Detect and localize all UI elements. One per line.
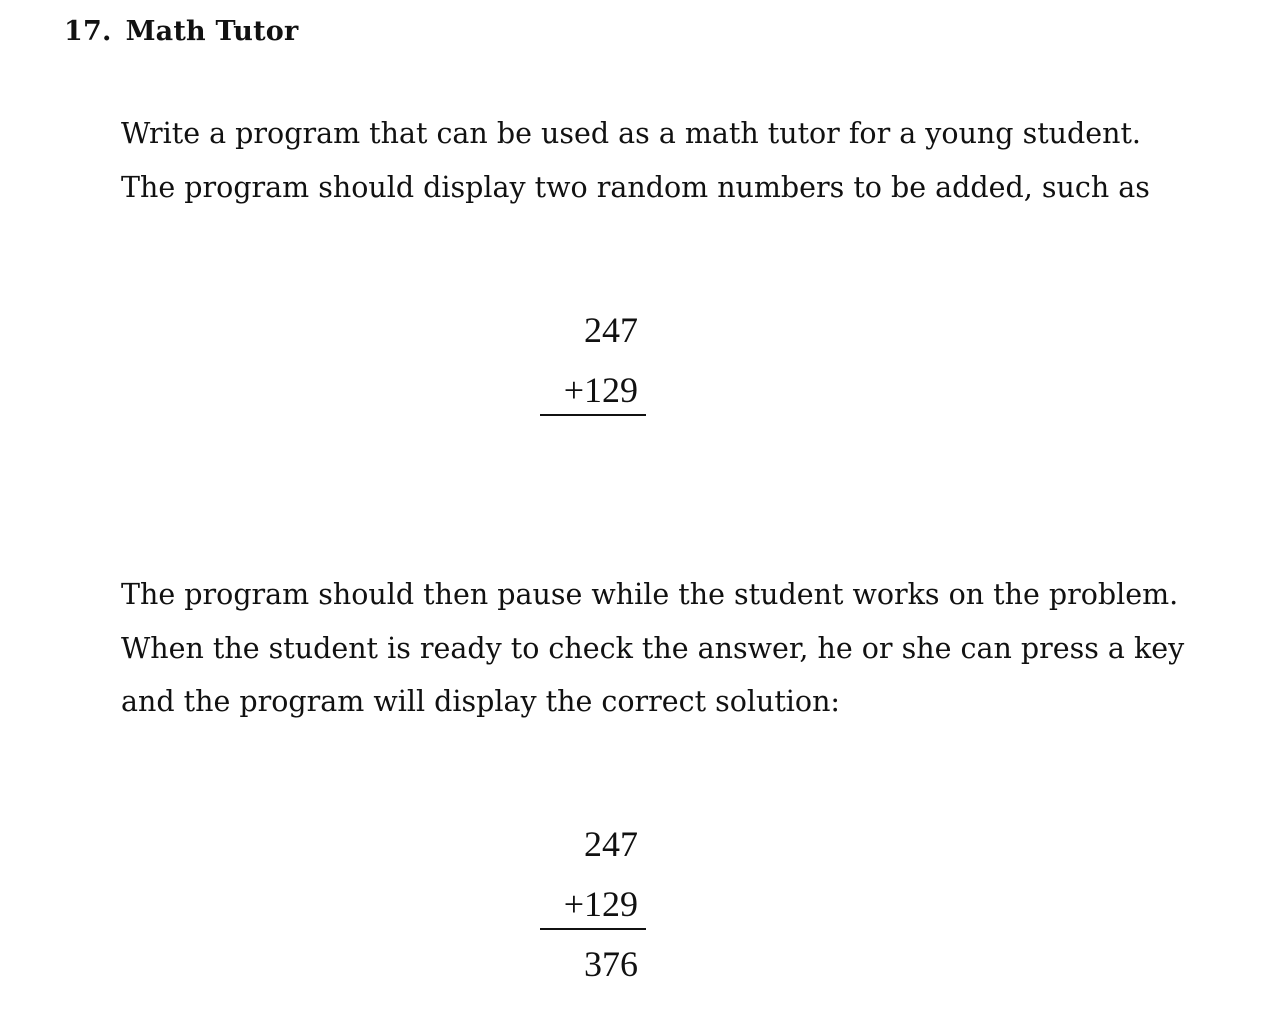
exercise-heading xyxy=(64,16,298,47)
sum-result: 376 xyxy=(584,944,638,984)
addend-bottom: +129 xyxy=(563,884,638,924)
exercise-title: Math Tutor xyxy=(125,16,299,47)
paragraph-line: and the program will display the correct solution: xyxy=(121,685,841,718)
problem-example xyxy=(540,308,646,428)
addend-top: 247 xyxy=(584,824,638,864)
followup-paragraph xyxy=(121,568,1221,729)
paragraph-line: When the student is ready to check the answer, he or she can press a key xyxy=(121,631,1185,665)
paragraph-line: Write a program that can be used as a math tutor for a young student. xyxy=(121,117,1141,150)
exercise-number: 17. xyxy=(64,16,112,47)
solution-example xyxy=(540,822,646,1002)
paragraph-line: The program should display two random numbers to be added, such as xyxy=(121,170,1150,204)
sum-rule xyxy=(540,928,646,930)
intro-paragraph xyxy=(121,107,1221,214)
sum-rule xyxy=(540,414,646,416)
addend-top: 247 xyxy=(584,310,638,350)
addend-bottom: +129 xyxy=(563,370,638,410)
paragraph-line: The program should then pause while the student works on the problem. xyxy=(121,578,1179,611)
